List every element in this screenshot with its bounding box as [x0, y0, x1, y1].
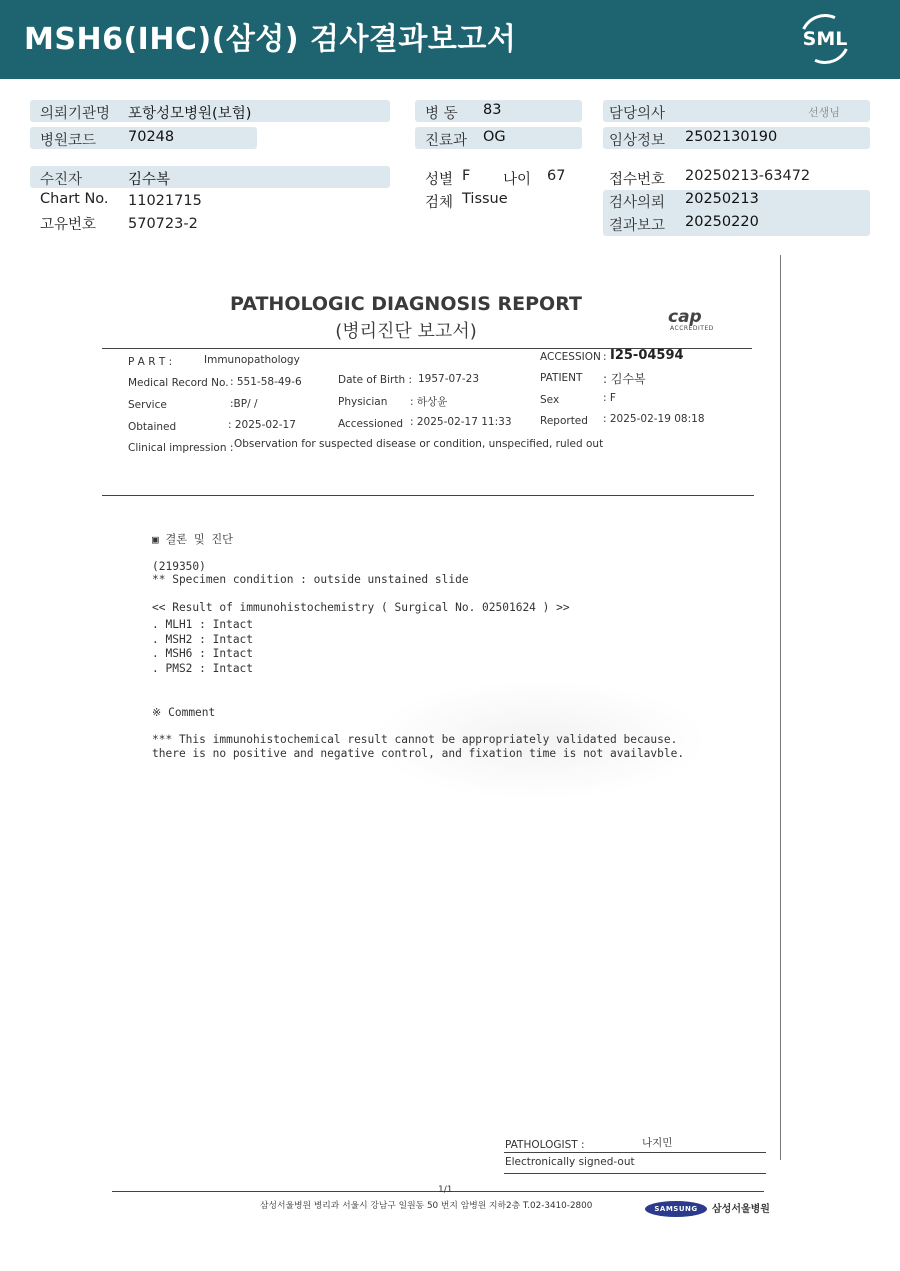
dob-value: 1957-07-23: [418, 373, 480, 385]
hospital-row: [30, 100, 390, 122]
part-label: P A R T :: [128, 356, 173, 368]
doctor-row: [603, 100, 870, 122]
hospital-value: 포항성모병원(보험): [128, 106, 252, 122]
request-label: 검사의뢰: [609, 195, 666, 211]
uid-label: 고유번호: [40, 217, 97, 233]
specimen-label: 검체: [425, 195, 454, 211]
patient-value: 김수복: [128, 172, 171, 188]
sex-label: 성별: [425, 172, 454, 188]
patient-row: [30, 166, 390, 188]
accession-colon: :: [603, 351, 607, 363]
hospital-name: 삼성서울병원: [712, 1204, 770, 1215]
result-mlh1: . MLH1 : Intact: [152, 618, 254, 631]
hospital-code-value: 70248: [128, 129, 175, 145]
result-pms2: . PMS2 : Intact: [152, 662, 254, 675]
age-label: 나이: [503, 172, 532, 188]
ihc-line: << Result of immunohistochemistry ( Surgical No. 02501624 ) >>: [152, 601, 570, 614]
obtained-label: Obtained: [128, 421, 177, 433]
pathologist-value: 나지민: [642, 1137, 673, 1149]
comment-line-2: there is no positive and negative control, and fixation time is not availavble.: [152, 747, 685, 760]
page-title: MSH6(IHC)(삼성) 검사결과보고서: [24, 22, 517, 57]
page-number: 1/1: [438, 1185, 453, 1195]
ward-value: 83: [483, 102, 502, 118]
specimen-value: Tissue: [462, 191, 508, 207]
cap-logo: [668, 307, 730, 333]
dept-label: 진료과: [425, 133, 468, 149]
doctor-label: 담당의사: [609, 106, 666, 122]
reported-value: : 2025-02-19 08:18: [603, 413, 705, 425]
hospital-code-label: 병원코드: [40, 133, 97, 149]
impression-label: Clinical impression :: [128, 442, 234, 454]
bottom-rule: [102, 495, 754, 496]
comment-line-1: *** This immunohistochemical result cannot be appropriately validated because.: [152, 733, 678, 746]
clinical-value: 2502130190: [685, 129, 778, 145]
comment-heading: ※ Comment: [152, 706, 216, 719]
result-msh2: . MSH2 : Intact: [152, 633, 254, 646]
hospital-code-row: [30, 127, 257, 149]
sex-label-report: Sex: [540, 394, 560, 406]
service-value: :BP/ /: [230, 398, 258, 410]
ward-label: 병 동: [425, 106, 458, 122]
result-msh6: . MSH6 : Intact: [152, 647, 254, 660]
chart-value: 11021715: [128, 193, 202, 209]
age-value: 67: [547, 168, 566, 184]
footer-address: 삼성서울병원 병리과 서울시 강남구 일원동 50 번지 암병원 지하2층 T.02-3410-2800: [260, 1201, 593, 1211]
reported-label: Reported: [540, 415, 588, 427]
request-result-box: [603, 190, 870, 236]
dept-row: [415, 127, 582, 149]
sml-logo: [796, 14, 854, 64]
hospital-label: 의뢰기관명: [40, 106, 111, 122]
pathologist-label: PATHOLOGIST :: [505, 1139, 585, 1151]
report-title: PATHOLOGIC DIAGNOSIS REPORT: [230, 293, 582, 315]
sex-value-report: : F: [603, 392, 616, 404]
uid-value: 570723-2: [128, 216, 198, 232]
impression-value: Observation for suspected disease or condition, unspecified, ruled out: [234, 438, 604, 450]
request-value: 20250213: [685, 191, 759, 207]
logo-text: SML: [802, 28, 848, 50]
clinical-row: [603, 127, 870, 149]
cap-accredited-text: ACCREDITED: [670, 325, 714, 332]
chart-label: Chart No.: [40, 191, 109, 207]
service-label: Service: [128, 399, 167, 411]
patient-label: 수진자: [40, 172, 83, 188]
ward-row: [415, 100, 582, 122]
result-label: 결과보고: [609, 218, 666, 234]
signature-rule: [504, 1152, 766, 1153]
signed-rule: [504, 1173, 766, 1174]
report-header: [0, 0, 900, 79]
receipt-label: 접수번호: [609, 172, 666, 188]
scan-edge-line: [780, 255, 781, 1160]
section-heading: ▣ 결론 및 진단: [152, 533, 233, 546]
report-subtitle: (병리진단 보고서): [335, 321, 477, 342]
signed-text: Electronically signed-out: [505, 1156, 635, 1168]
accession-label: ACCESSION: [540, 351, 601, 363]
clinical-label: 임상정보: [609, 133, 666, 149]
obtained-value: : 2025-02-17: [228, 419, 296, 431]
part-value: Immunopathology: [204, 354, 300, 366]
pathology-report: [100, 255, 790, 1235]
specimen-line: ** Specimen condition : outside unstained slide: [152, 573, 469, 586]
patient-label-report: PATIENT: [540, 372, 583, 384]
sex-value: F: [462, 168, 471, 184]
accessioned-label: Accessioned: [338, 418, 404, 430]
physician-value: : 하상윤: [410, 396, 448, 408]
doctor-suffix: 선생님: [808, 106, 840, 119]
receipt-value: 20250213-63472: [685, 168, 811, 184]
mrn-value: : 551-58-49-6: [230, 376, 302, 388]
dob-label: Date of Birth :: [338, 374, 412, 386]
code-line: (219350): [152, 560, 206, 573]
mrn-label: Medical Record No.: [128, 377, 229, 389]
result-value: 20250220: [685, 214, 759, 230]
physician-label: Physician: [338, 396, 388, 408]
accessioned-value: : 2025-02-17 11:33: [410, 416, 512, 428]
accession-value: I25-04594: [610, 348, 684, 363]
samsung-logo: SAMSUNG: [645, 1201, 707, 1217]
cap-logo-text: cap: [668, 307, 702, 327]
patient-value-report: : 김수복: [603, 372, 646, 386]
dept-value: OG: [483, 129, 506, 145]
